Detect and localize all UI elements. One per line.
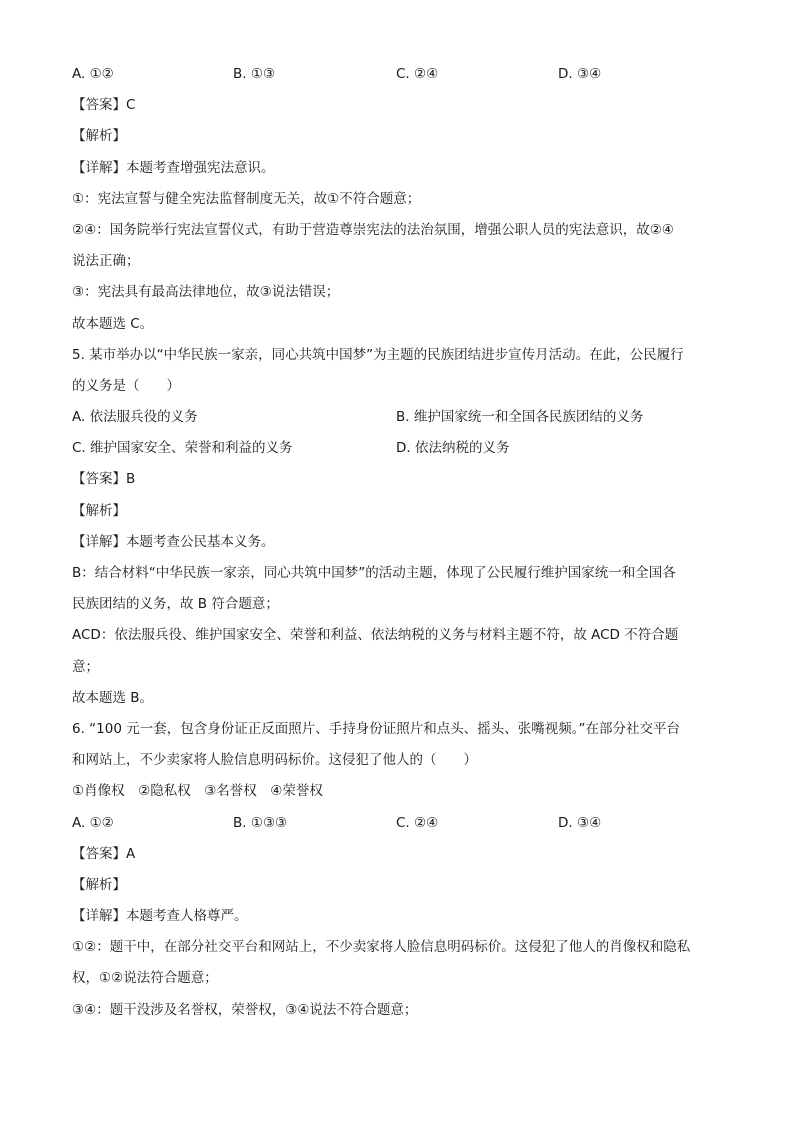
q4-explanation-line: ②④：国务院举行宪法宣誓仪式，有助于营造尊崇宪法的法治氛围，增强公职人员的宪法意识，故②④	[72, 221, 674, 238]
q6-explanation-line: ③④：题干没涉及名誉权，荣誉权，③④说法不符合题意；	[72, 1001, 418, 1018]
q6-detail: 【详解】本题考查人格尊严。	[72, 908, 248, 925]
q6-stem-line: 6. “100 元一套，包含身份证正反面照片、手持身份证照片和点头、摇头、张嘴视频。”在部分社交平台	[72, 720, 680, 737]
q5-answer: 【答案】B	[72, 471, 136, 488]
q5-stem-line: 5. 某市举办以“中华民族一家亲，同心共筑中国梦”为主题的民族团结进步宣传月活动。在此，公民履行	[72, 346, 684, 363]
q4-answer: 【答案】C	[72, 97, 136, 114]
q6-options	[72, 812, 724, 843]
q6-option-d: D. ③④	[558, 814, 602, 831]
q4-option-d: D. ③④	[558, 66, 602, 82]
q6-answer: 【答案】A	[72, 845, 136, 862]
q6-stem-line: ①肖像权 ②隐私权 ③名誉权 ④荣誉权	[72, 783, 323, 800]
q5-options-row	[72, 437, 724, 468]
q4-option-b: B. ①③	[233, 66, 276, 82]
q5-options-row	[72, 406, 724, 437]
q5-option-b: B. 维护国家统一和全国各民族团结的义务	[396, 409, 644, 426]
q4-option-c: C. ②④	[396, 66, 439, 82]
q5-explanation-line: 意；	[72, 658, 99, 675]
q6-stem-line: 和网站上，不少卖家将人脸信息明码标价。这侵犯了他人的（ ）	[72, 752, 477, 769]
q6-explanation-line: ①②：题干中，在部分社交平台和网站上，不少卖家将人脸信息明码标价。这侵犯了他人的肖像权和隐私	[72, 939, 691, 956]
q5-explanation-line: ACD：依法服兵役、维护国家安全、荣誉和利益、依法纳税的义务与材料主题不符，故 ACD 不符合题	[72, 627, 679, 644]
q5-detail: 【详解】本题考查公民基本义务。	[72, 533, 275, 550]
q4-explanation-line: ①：宪法宣誓与健全宪法监督制度无关，故①不符合题意；	[72, 190, 421, 207]
q5-stem-line: 的义务是（ ）	[72, 377, 180, 394]
q6-explanation-line: 权，①②说法符合题意；	[72, 970, 218, 987]
q5-analysis: 【解析】	[72, 502, 126, 519]
q5-explanation-line: B：结合材料“中华民族一家亲，同心共筑中国梦”的活动主题，体现了公民履行维护国家统一和全国各	[72, 565, 676, 581]
q5-option-c: C. 维护国家安全、荣誉和利益的义务	[72, 440, 293, 457]
q6-analysis: 【解析】	[72, 876, 126, 893]
q6-option-b: B. ①③③	[233, 814, 288, 831]
q5-explanation-line: 故本题选 B。	[72, 689, 154, 706]
q6-option-a: A. ①②	[72, 814, 114, 831]
q4-explanation-line: 故本题选 C。	[72, 315, 154, 332]
q4-option-a: A. ①②	[72, 66, 114, 82]
q4-analysis: 【解析】	[72, 128, 126, 145]
q5-option-d: D. 依法纳税的义务	[396, 440, 510, 457]
q6-option-c: C. ②④	[396, 814, 439, 831]
q5-option-a: A. 依法服兵役的义务	[72, 409, 198, 426]
q4-options	[72, 63, 724, 94]
q4-explanation-line: 说法正确；	[72, 253, 140, 270]
q4-detail: 【详解】本题考查增强宪法意识。	[72, 159, 275, 176]
q4-explanation-line: ③：宪法具有最高法律地位，故③说法错误；	[72, 284, 340, 301]
q5-explanation-line: 民族团结的义务，故 B 符合题意；	[72, 596, 279, 613]
document-page	[72, 63, 724, 1030]
